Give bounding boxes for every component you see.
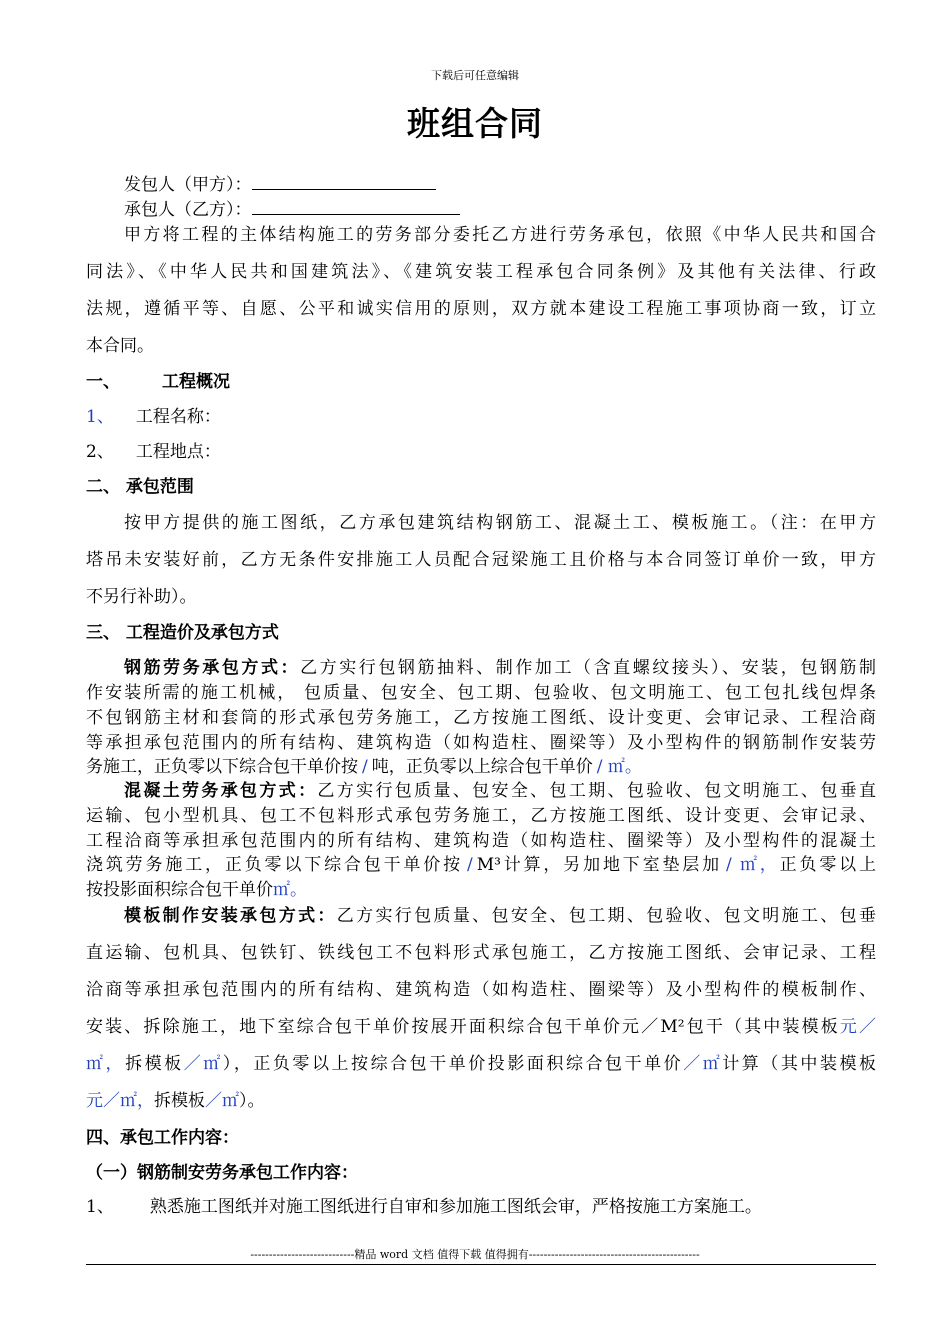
section-1-number: 一、 (86, 372, 120, 392)
concrete-slash: / (466, 855, 473, 875)
section-1-title: 工程概况 (162, 372, 230, 392)
formwork-label: 模板制作安装承包方式： (124, 906, 337, 926)
concrete-unit-m2-2: ㎡。 (273, 880, 307, 900)
party-a-label: 发包人（甲方）： (124, 175, 252, 195)
sub1-item-1-number: 1、 (86, 1197, 114, 1217)
item-2-text: 工程地点： (135, 442, 221, 462)
formwork-unit-5e: ／㎡ (683, 1054, 723, 1074)
project-location-item (86, 437, 876, 462)
project-name-item (86, 402, 876, 427)
concrete-line-5 (86, 875, 876, 900)
intro-line-3: 法规，遵循平等、自愿、公平和诚实信用的原则，双方就本建设工程施工事项协商一致，订立 (86, 299, 876, 319)
formwork-line-5 (86, 1049, 876, 1074)
formwork-text-5f: 计算（其中装模板 (722, 1054, 877, 1074)
rebar-line-3: 不包钢筋主材和套筒的形式承包劳务施工，乙方按施工图纸、设计变更、会审记录、工程洽商 (86, 708, 876, 728)
formwork-unit-4b: 元／ (839, 1017, 876, 1037)
section-3-heading: 三、 工程造价及承包方式 (86, 623, 279, 643)
rebar-text-1: 乙方实行包钢筋抽料、制作加工（含直螺纹接头）、安装，包钢筋制 (300, 658, 877, 678)
document-title: 班组合同 (407, 104, 543, 143)
page-footer: ----------------------------精品 word 文档 值得下载 值得拥有---------------------------------------------- (250, 1248, 700, 1261)
concrete-line-3: 工程洽商等承担承包范围内的所有结构、建筑构造（如构造柱、圈梁等）及小型构件的混凝土 (86, 831, 876, 851)
item-1-text: 工程名称： (135, 407, 221, 427)
item-2-number: 2、 (86, 442, 114, 462)
scope-line-3: 不另行补助）。 (86, 587, 197, 607)
rebar-slash-1: / (362, 757, 368, 777)
concrete-line-4 (86, 850, 876, 875)
rebar-line-2: 作安装所需的施工机械， 包质量、包安全、包工期、包验收、包文明施工、包工包扎线包焊条 (86, 683, 876, 703)
sub1-item-1-text: 熟悉施工图纸并对施工图纸进行自审和参加施工图纸会审，严格按施工方案施工。 (149, 1197, 762, 1217)
subsection-1-heading: （一）钢筋制安劳务承包工作内容： (86, 1163, 358, 1183)
rebar-unit-m2: / ㎡。 (596, 757, 642, 777)
section-4-heading: 四、承包工作内容： (86, 1128, 239, 1148)
rebar-line-5 (86, 752, 876, 777)
item-1-number: 1、 (86, 407, 114, 427)
formwork-text-1: 乙方实行包质量、包安全、包工期、包验收、包文明施工、包垂 (336, 906, 877, 926)
concrete-text-4c: M³计算，另加地下室垫层加 (476, 855, 722, 875)
section-2-heading: 二、 承包范围 (86, 477, 194, 497)
concrete-text-4a: 浇筑劳务施工，正负零以下综合包干单价按 (86, 855, 463, 875)
rebar-text-5c: 吨，正负零以上综合包干单价 (371, 757, 593, 777)
formwork-text-6d: ）。 (239, 1091, 265, 1111)
formwork-line-3: 洽商等承担承包范围内的所有结构、建筑构造（如构造柱、圈梁等）及小型构件的模板制作、 (86, 980, 876, 1000)
formwork-unit-6c: ／㎡ (205, 1091, 239, 1111)
party-a-blank (252, 174, 436, 190)
formwork-line-4 (86, 1012, 876, 1037)
formwork-unit-5c: ／㎡ (183, 1054, 223, 1074)
concrete-text-1: 乙方实行包质量、包安全、包工期、包验收、包文明施工、包垂直 (317, 781, 876, 801)
formwork-text-6b: 拆模板 (154, 1091, 205, 1111)
concrete-line-2: 运输、包小型机具、包工不包料形式承包劳务施工，乙方按施工图纸、设计变更、会审记录、 (86, 806, 876, 826)
formwork-line-6 (86, 1086, 876, 1111)
formwork-text-5d: ），正负零以上按综合包干单价投影面积综合包干单价 (222, 1054, 684, 1074)
formwork-unit-6a: 元／㎡， (86, 1091, 154, 1111)
intro-line-4: 本合同。 (86, 336, 154, 356)
party-b-line (124, 195, 914, 220)
rebar-label: 钢筋劳务承包方式： (124, 658, 301, 678)
concrete-line-1 (124, 776, 876, 801)
subsection-1-item-1 (86, 1192, 876, 1217)
concrete-unit-m2: / ㎡， (725, 855, 780, 875)
concrete-label: 混凝土劳务承包方式： (124, 781, 318, 801)
intro-line-2: 同法》、《中华人民共和国建筑法》、《建筑安装工程承包合同条例》及其他有关法律、行政 (86, 262, 876, 282)
section-1-heading (86, 367, 876, 392)
concrete-text-5a: 按投影面积综合包干单价 (86, 880, 273, 900)
formwork-text-4a: 安装、拆除施工，地下室综合包干单价按展开面积综合包干单价元／M²包干（其中装模板 (86, 1017, 840, 1037)
party-b-blank (252, 199, 460, 215)
scope-line-1: 按甲方提供的施工图纸，乙方承包建筑结构钢筋工、混凝土工、模板施工。（注：在甲方 (124, 513, 876, 533)
intro-line-1: 甲方将工程的主体结构施工的劳务部分委托乙方进行劳务承包，依照《中华人民共和国合 (124, 225, 876, 245)
page-header: 下载后可任意编辑 (431, 69, 519, 82)
rebar-line-4: 等承担承包范围内的所有结构、建筑构造（如构造柱、圈梁等）及小型构件的钢筋制作安装劳 (86, 733, 876, 753)
scope-line-2: 塔吊未安装好前，乙方无条件安排施工人员配合冠梁施工且价格与本合同签订单价一致，甲方 (86, 550, 876, 570)
party-a-line (124, 170, 914, 195)
rebar-text-5a: 务施工，正负零以下综合包干单价按 (86, 757, 358, 777)
formwork-text-5b: 拆模板 (125, 1054, 184, 1074)
footer-rule (86, 1264, 876, 1265)
formwork-unit-5a: ㎡， (86, 1054, 126, 1074)
rebar-line-1 (124, 653, 876, 678)
formwork-line-1 (124, 901, 876, 926)
party-b-label: 承包人（乙方）： (124, 200, 252, 220)
formwork-line-2: 直运输、包机具、包铁钉、铁线包工不包料形式承包施工，乙方按施工图纸、会审记录、工程 (86, 943, 876, 963)
concrete-text-4e: 正负零以上 (779, 855, 876, 875)
